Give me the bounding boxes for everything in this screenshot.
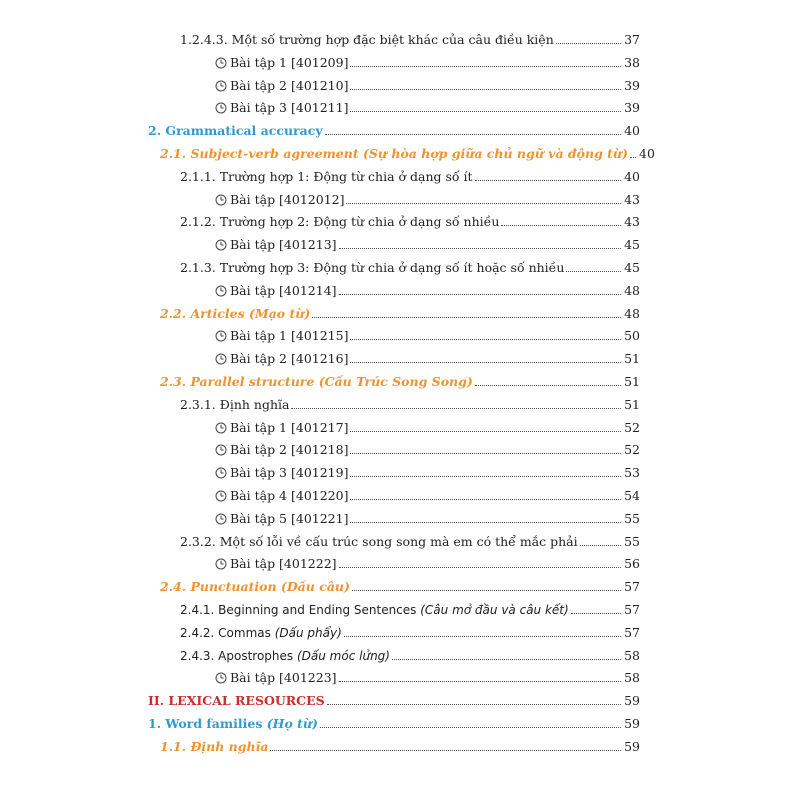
page-number: 45 — [624, 237, 640, 253]
page-number: 45 — [624, 260, 640, 275]
dot-leader — [571, 613, 621, 614]
toc-entry-title: 2.4.1. Beginning and Ending Sentences — [180, 603, 417, 617]
dot-leader — [501, 225, 621, 226]
dot-leader — [325, 134, 621, 135]
page-number: 40 — [624, 168, 640, 184]
page-number: 55 — [624, 533, 640, 549]
toc-entry[interactable] — [180, 641, 640, 663]
page-number: 40 — [624, 123, 640, 139]
toc-entry[interactable] — [180, 25, 640, 47]
toc-entry-title: Bài tập 3 [401219] — [230, 465, 349, 481]
page-number: 53 — [624, 465, 640, 481]
toc-entry-title: Bài tập 1 [401215] — [230, 328, 349, 344]
toc-entry-translation: (Dấu móc lửng) — [296, 648, 390, 663]
toc-entry-title: Bài tập 2 [401210] — [230, 77, 349, 93]
dot-leader — [475, 385, 621, 386]
toc-entry-title: Bài tập 1 [401209] — [230, 54, 349, 70]
toc-entry-title: 1.2.4.3. Một số trường hợp đặc biệt khác của câu điều kiện — [180, 32, 554, 47]
toc-entry[interactable] — [215, 48, 640, 70]
toc-entry-title: Bài tập [401214] — [230, 282, 337, 298]
page-number: 40 — [639, 146, 655, 161]
toc-entry[interactable] — [148, 709, 640, 731]
toc-entry-title: 2.3.2. Một số lỗi về cấu trúc song song mà em có thể mắc phải — [180, 533, 578, 549]
dot-leader — [339, 681, 621, 682]
dot-leader — [392, 659, 621, 660]
dot-leader — [320, 727, 621, 728]
dot-leader — [339, 567, 621, 568]
clock-icon — [215, 490, 227, 502]
toc-entry-title: 2.3. Parallel structure (Cấu Trúc Song Song) — [160, 374, 473, 389]
page-number: 59 — [624, 738, 640, 754]
dot-leader — [350, 453, 621, 454]
toc-entry-title: 1. Word families — [148, 716, 263, 731]
page-number: 51 — [624, 374, 640, 389]
toc-entry[interactable] — [215, 230, 640, 252]
dot-leader — [350, 362, 621, 363]
dot-leader — [352, 590, 621, 591]
page-number: 39 — [624, 77, 640, 93]
dot-leader — [291, 408, 621, 409]
dot-leader — [270, 750, 621, 751]
toc-entry[interactable] — [215, 663, 640, 685]
dot-leader — [350, 111, 621, 112]
toc-entry-title: Bài tập 2 [401216] — [230, 351, 349, 367]
toc-entry[interactable] — [215, 321, 640, 343]
clock-icon — [215, 57, 227, 69]
dot-leader — [556, 43, 621, 44]
toc-entry[interactable] — [180, 253, 640, 275]
toc-entry-title: Bài tập 5 [401221] — [230, 510, 349, 526]
page-number: 38 — [624, 54, 640, 70]
toc-entry[interactable] — [180, 595, 640, 617]
page-number: 54 — [624, 488, 640, 503]
toc-entry-title: 2.3.1. Định nghĩa — [180, 396, 290, 412]
toc-entry-title: 2.2. Articles (Mạo từ) — [160, 305, 311, 321]
clock-icon — [215, 353, 227, 365]
clock-icon — [215, 558, 227, 570]
page-number: 39 — [624, 100, 640, 116]
dot-leader — [350, 499, 621, 500]
page-number: 37 — [624, 32, 640, 47]
clock-icon — [215, 194, 227, 206]
page-number: 48 — [624, 305, 640, 321]
dot-leader — [339, 294, 621, 295]
toc-entry[interactable] — [180, 207, 640, 229]
clock-icon — [215, 80, 227, 92]
dot-leader — [346, 203, 621, 204]
clock-icon — [215, 239, 227, 251]
toc-entry-translation: (Dấu phẩy) — [274, 625, 342, 640]
page-number: 43 — [624, 191, 640, 207]
page-number: 57 — [624, 579, 640, 595]
toc-entry-title: Bài tập 4 [401220] — [230, 488, 349, 503]
page-number: 50 — [624, 328, 640, 344]
dot-leader — [580, 545, 621, 546]
dot-leader — [350, 66, 621, 67]
clock-icon — [215, 330, 227, 342]
toc-entry-title: Bài tập 3 [401211] — [230, 100, 349, 116]
toc-entry[interactable] — [160, 732, 640, 754]
toc-entry[interactable] — [215, 276, 640, 298]
dot-leader — [630, 157, 636, 158]
page-number: 59 — [624, 693, 640, 709]
toc-entry-translation: (Câu mở đầu và câu kết) — [420, 603, 569, 617]
toc-entry[interactable] — [215, 481, 640, 503]
toc-entry[interactable] — [215, 93, 640, 115]
dot-leader — [350, 522, 621, 523]
dot-leader — [312, 317, 621, 318]
toc-entry-title: Bài tập 2 [401218] — [230, 442, 349, 458]
toc-entry-translation: (Họ từ) — [266, 716, 318, 731]
dot-leader — [327, 704, 621, 705]
page-number: 58 — [624, 647, 640, 663]
toc-entry-title: 2.1. Subject-verb agreement (Sự hòa hợp giữa chủ ngữ và động từ) — [160, 146, 628, 161]
toc-entry[interactable] — [148, 116, 640, 138]
toc-entry-title: 2.4. Punctuation (Dấu câu) — [160, 579, 350, 595]
toc-entry[interactable] — [148, 686, 640, 708]
page-number: 57 — [624, 602, 640, 617]
toc-entry[interactable] — [215, 435, 640, 457]
dot-leader — [350, 89, 621, 90]
toc-entry[interactable] — [215, 71, 640, 93]
dot-leader — [339, 248, 621, 249]
clock-icon — [215, 444, 227, 456]
page-number: 43 — [624, 214, 640, 230]
toc-entry-title: Bài tập [4012012] — [230, 191, 345, 207]
page-number: 57 — [624, 624, 640, 640]
toc-entry-title: 1.1. Định nghĩa — [160, 738, 269, 754]
toc-entry-title: Bài tập 1 [401217] — [230, 419, 349, 435]
page-number: 52 — [624, 442, 640, 458]
page-number: 51 — [624, 396, 640, 412]
toc-entry[interactable] — [180, 390, 640, 412]
toc-entry-title: Bài tập [401213] — [230, 237, 337, 253]
dot-leader — [344, 636, 621, 637]
toc-entry[interactable] — [215, 549, 640, 571]
page-number: 55 — [624, 510, 640, 526]
clock-icon — [215, 513, 227, 525]
clock-icon — [215, 422, 227, 434]
toc-entry[interactable] — [160, 299, 640, 321]
page-number: 52 — [624, 419, 640, 435]
toc-entry[interactable] — [215, 344, 640, 366]
toc-entry-title: Bài tập [401222] — [230, 556, 337, 572]
toc-entry-title: 2. Grammatical accuracy — [148, 123, 323, 139]
toc-entry-title: 2.1.3. Trường hợp 3: Động từ chia ở dạng số ít hoặc số nhiều — [180, 260, 565, 275]
toc-entry[interactable] — [215, 458, 640, 480]
page-number: 56 — [624, 556, 640, 572]
dot-leader — [475, 180, 621, 181]
toc-entry-title: 2.4.2. Commas — [180, 625, 271, 640]
clock-icon — [215, 285, 227, 297]
page-number: 48 — [624, 282, 640, 298]
toc-entry-title: II. LEXICAL RESOURCES — [148, 693, 325, 709]
toc-entry[interactable] — [160, 139, 655, 161]
toc-entry[interactable] — [180, 162, 640, 184]
toc-entry[interactable] — [160, 367, 640, 389]
clock-icon — [215, 672, 227, 684]
clock-icon — [215, 467, 227, 479]
toc-entry-title: 2.1.1. Trường hợp 1: Động từ chia ở dạng số ít — [180, 168, 473, 184]
dot-leader — [350, 431, 621, 432]
page-number: 59 — [624, 716, 640, 731]
toc-entry-title: Bài tập [401223] — [230, 670, 337, 686]
dot-leader — [350, 476, 621, 477]
page-number: 51 — [624, 351, 640, 367]
dot-leader — [350, 339, 621, 340]
dot-leader — [566, 271, 621, 272]
toc-entry[interactable] — [160, 572, 640, 594]
toc-entry[interactable] — [215, 504, 640, 526]
page-number: 58 — [624, 670, 640, 686]
toc-entry-title: 2.1.2. Trường hợp 2: Động từ chia ở dạng số nhiều — [180, 214, 500, 230]
toc-entry-title: 2.4.3. Apostrophes — [180, 648, 294, 663]
clock-icon — [215, 102, 227, 114]
toc-entry[interactable] — [180, 527, 640, 549]
toc-entry[interactable] — [215, 413, 640, 435]
toc-entry[interactable] — [180, 618, 640, 640]
toc-entry[interactable] — [215, 185, 640, 207]
